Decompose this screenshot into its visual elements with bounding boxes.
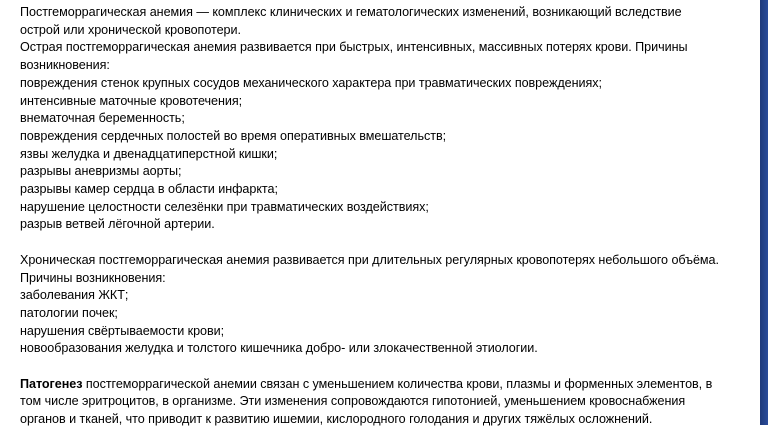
list-item: новообразования желудка и толстого кишечника добро- или злокачественной этиологии. <box>20 341 538 356</box>
list-item: нарушения свёртываемости крови; <box>20 323 225 338</box>
text-line: том числе эритроцитов, в организме. Эти изменения сопровождаются гипотонией, уменьшением кровоснабжения <box>20 394 686 409</box>
pathogenesis-text: постгеморрагической анемии связан с уменьшением количества крови, плазмы и форменных элементов, в <box>82 376 713 391</box>
text-line: Хроническая постгеморрагическая анемия развивается при длительных регулярных кровопотерях небольшого объёма. <box>20 252 719 267</box>
text-body <box>20 4 758 429</box>
text-line: органов и тканей, что приводит к развитию ишемии, кислородного голодания и других тяжёлых осложнений. <box>20 412 653 427</box>
list-item: патологии почек; <box>20 305 118 320</box>
list-item: повреждения сердечных полостей во время оперативных вмешательств; <box>20 128 447 143</box>
list-item: разрывы аневризмы аорты; <box>20 164 182 179</box>
pathogenesis-term: Патогенез <box>20 376 83 391</box>
list-item: повреждения стенок крупных сосудов механического характера при травматических повреждениях; <box>20 75 602 90</box>
text-line: Постгеморрагическая анемия — комплекс клинических и гематологических изменений, возникающий вследствие <box>20 5 682 19</box>
paragraph-spacer <box>20 234 758 252</box>
list-item: нарушение целостности селезёнки при травматических воздействиях; <box>20 199 429 214</box>
text-line: возникновения: <box>20 58 110 73</box>
text-line: Причины возникновения: <box>20 270 166 285</box>
list-item: заболевания ЖКТ; <box>20 288 129 303</box>
list-item: разрыв ветвей лёгочной артерии. <box>20 217 215 232</box>
text-line: острой или хронической кровопотери. <box>20 22 241 37</box>
list-item: интенсивные маточные кровотечения; <box>20 93 243 108</box>
pathogenesis-line <box>20 376 758 394</box>
list-item: разрывы камер сердца в области инфаркта; <box>20 182 278 197</box>
paragraph-spacer <box>20 358 758 376</box>
list-item: внематочная беременность; <box>20 111 185 126</box>
right-edge-bar <box>760 0 768 425</box>
text-line: Острая постгеморрагическая анемия развивается при быстрых, интенсивных, массивных потерях крови. Причины <box>20 40 688 55</box>
list-item: язвы желудка и двенадцатиперстной кишки; <box>20 146 278 161</box>
